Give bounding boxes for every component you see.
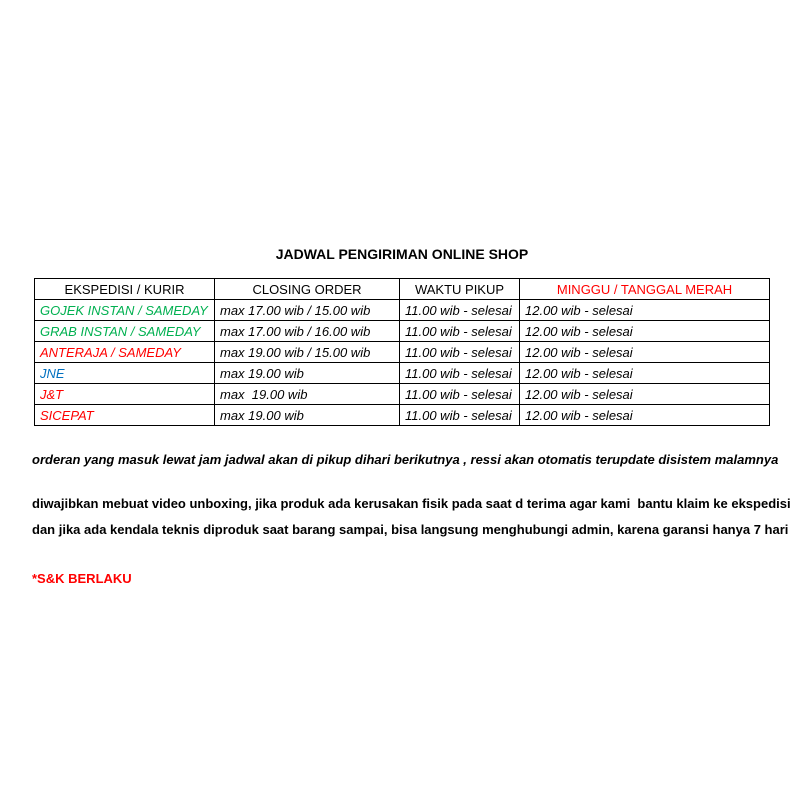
sunday-time-cell: 12.00 wib - selesai [520,384,770,405]
header-ekspedisi-kurir: EKSPEDISI / KURIR [35,279,215,300]
sunday-time-cell: 12.00 wib - selesai [520,300,770,321]
sunday-time-cell: 12.00 wib - selesai [520,321,770,342]
table-row [35,405,770,426]
sunday-time-cell: 12.00 wib - selesai [520,405,770,426]
sunday-time-cell: 12.00 wib - selesai [520,342,770,363]
table-row [35,384,770,405]
pickup-time-cell: 11.00 wib - selesai [400,384,520,405]
table-row [35,363,770,384]
shipping-schedule-table [34,278,770,426]
courier-cell: J&T [35,384,215,405]
closing-order-cell: max 17.00 wib / 16.00 wib [215,321,400,342]
courier-cell: GRAB INSTAN / SAMEDAY [35,321,215,342]
closing-order-cell: max 19.00 wib [215,363,400,384]
closing-order-cell: max 19.00 wib / 15.00 wib [215,342,400,363]
table-row [35,321,770,342]
pickup-time-cell: 11.00 wib - selesai [400,405,520,426]
pickup-time-cell: 11.00 wib - selesai [400,342,520,363]
closing-order-cell: max 19.00 wib [215,405,400,426]
courier-cell: SICEPAT [35,405,215,426]
closing-order-cell: max 19.00 wib [215,384,400,405]
table-row [35,300,770,321]
table-header-row [35,279,770,300]
unboxing-note-line-2: dan jika ada kendala teknis diproduk saat barang sampai, bisa langsung menghubungi admin, karena garansi hanya 7 hari [32,522,789,537]
unboxing-note [32,491,791,543]
header-waktu-pikup: WAKTU PIKUP [400,279,520,300]
courier-cell: ANTERAJA / SAMEDAY [35,342,215,363]
unboxing-note-line-1: diwajibkan mebuat video unboxing, jika produk ada kerusakan fisik pada saat d terima agar kami bantu klaim ke ekspedisi [32,496,791,511]
table-row [35,342,770,363]
notes-section [32,452,791,586]
header-closing-order: CLOSING ORDER [215,279,400,300]
pickup-time-cell: 11.00 wib - selesai [400,321,520,342]
pickup-time-cell: 11.00 wib - selesai [400,300,520,321]
page-title: JADWAL PENGIRIMAN ONLINE SHOP [275,246,529,262]
pickup-note: orderan yang masuk lewat jam jadwal akan di pikup dihari berikutnya , ressi akan otomatis terupdate disistem malamnya [32,452,779,467]
courier-cell: GOJEK INSTAN / SAMEDAY [35,300,215,321]
terms-note: *S&K BERLAKU [32,571,132,586]
closing-order-cell: max 17.00 wib / 15.00 wib [215,300,400,321]
pickup-time-cell: 11.00 wib - selesai [400,363,520,384]
header-minggu-tanggal-merah: MINGGU / TANGGAL MERAH [520,279,770,300]
sunday-time-cell: 12.00 wib - selesai [520,363,770,384]
courier-cell: JNE [35,363,215,384]
